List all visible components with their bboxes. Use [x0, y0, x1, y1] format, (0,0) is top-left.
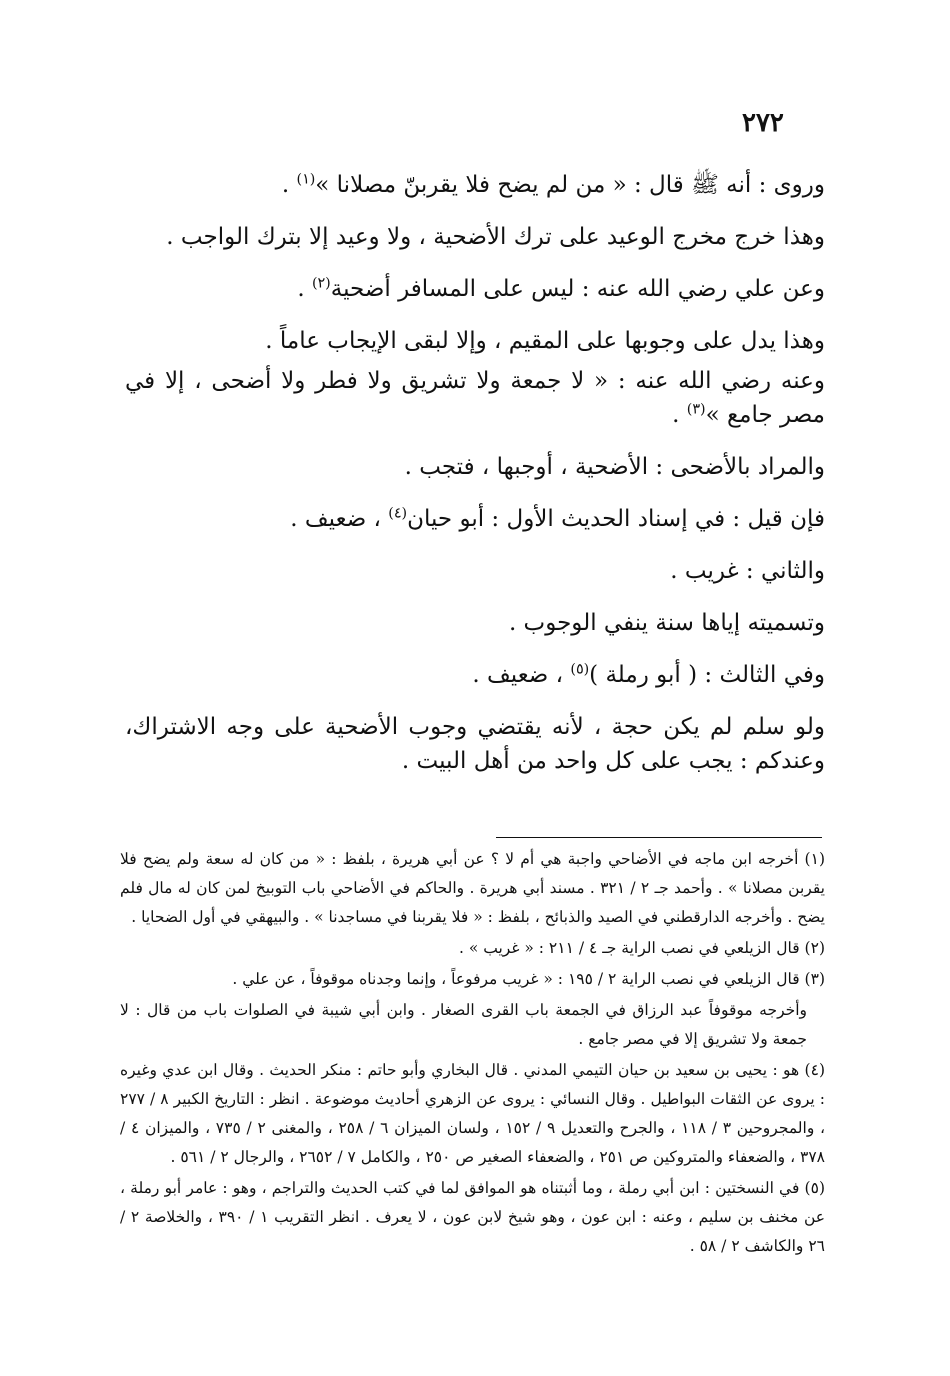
footnote-divider	[496, 837, 822, 838]
page-number: ٢٧٢	[742, 108, 784, 138]
footnote-marker: (٤)	[388, 505, 408, 522]
paragraph: فإن قيل : في إسناد الحديث الأول : أبو حيان$^{(٤)}$ ، ضعيف .	[290, 505, 825, 532]
paragraph: وعن علي رضي الله عنه : ليس على المسافر أضحية$^{(٢)}$ .	[297, 275, 825, 302]
footnote-marker: (٢)	[311, 275, 331, 292]
footnotes	[120, 845, 825, 1263]
footnote: (٣) قال الزيلعي في نصب الراية ٢ / ١٩٥ : « غريب مرفوعاً ، وإنما وجدناه موقوفاً ، عن علي .	[232, 970, 825, 988]
paragraph: وفي الثالث : ( أبو رملة )$^{(٥)}$ ، ضعيف .	[472, 661, 825, 688]
paragraph: وهذا يدل على وجوبها على المقيم ، وإلا لبقى الإيجاب عاماً .	[265, 328, 825, 354]
main-text	[125, 168, 825, 796]
footnote: (٤) هو : يحيى بن سعيد بن حيان التيمي المدني . قال البخاري وأبو حاتم : منكر الحديث . وقال ابن عدي وغيره : يروى عن الثقات البواطيل . وقال النسائي : يروى عن الزهري أحاديث موضوعة . انظر : التاريخ الكبير ٨ / ٢٧٧ ، والمجروحين ٣ / ١١٨ ، والجرح والتعديل ٩ / ١٥٢ ، ولسان الميزان ٦ / ٢٥٨ ، والمغنى ٢ / ٧٣٥ ، والميزان ٤ / ٣٧٨ ، والضعفاء والمتروكين ص ٢٥١ ، والضعفاء الصغير ص ٢٥٠ ، والكامل ٧ / ٢٦٥٢ ، والرجال ٢ / ٥٦١ .	[120, 1061, 826, 1166]
paragraph: وعنه رضي الله عنه : « لا جمعة ولا تشريق ولا فطر ولا أضحى ، إلا في مصر جامع »$^{(٣)}$ .	[125, 368, 825, 428]
paragraph: والمراد بالأضحى : الأضحية ، أوجبها ، فتجب .	[404, 454, 825, 480]
paragraph: وروى : أنه ﷺ قال : « من لم يضح فلا يقربنّ مصلانا »$^{(١)}$ .	[281, 171, 825, 198]
footnote-marker: (١)	[296, 171, 316, 188]
paragraph: ولو سلم لم يكن حجة ، لأنه يقتضي وجوب الأضحية على وجه الاشتراك، وعندكم : يجب على كل واحد من أهل البيت .	[125, 714, 825, 774]
footnote-continuation: وأخرجه موقوفاً عبد الرزاق في الجمعة باب القرى الصغار . وابن أبي شيبة في الصلوات باب من قال : لا جمعة ولا تشريق إلا في مصر جامع .	[120, 1001, 807, 1048]
footnote: (٢) قال الزيلعي في نصب الراية جـ ٤ / ٢١١ : « غريب » .	[458, 939, 825, 957]
paragraph: وتسميته إياها سنة ينفي الوجوب .	[508, 610, 825, 636]
footnote: (١) أخرجه ابن ماجه في الأضاحي واجبة هي أم لا ؟ عن أبي هريرة ، بلفظ : « من كان له سعة ولم يضح فلا يقربن مصلانا » . وأحمد جـ ٢ / ٣٢١ . مسند أبي هريرة . والحاكم في الأضاحي باب التوبيخ لمن كان له مال فلم يضح . وأخرجه الدارقطني في الصيد والذبائح ، بلفظ : « فلا يقربنا في مساجدنا » . والبيهقي في أول الضحايا .	[120, 850, 825, 926]
footnote: (٥) في النسختين : ابن أبي رملة ، وما أثبتناه هو الموافق لما في كتب الحديث والتراجم ، وهو : عامر أبو رملة ، عن مخنف بن سليم ، وعنه : ابن عون ، وهو شيخ لابن عون ، لا يعرف . انظر التقريب ١ / ٣٩٠ ، والخلاصة ٢ / ٢٦ والكاشف ٢ / ٥٨ .	[120, 1179, 825, 1255]
paragraph: وهذا خرج مخرج الوعيد على ترك الأضحية ، ولا وعيد إلا بترك الواجب .	[166, 224, 825, 250]
paragraph: والثاني : غريب .	[670, 558, 825, 584]
footnote-marker: (٥)	[570, 661, 590, 678]
footnote-marker: (٣)	[686, 401, 706, 418]
